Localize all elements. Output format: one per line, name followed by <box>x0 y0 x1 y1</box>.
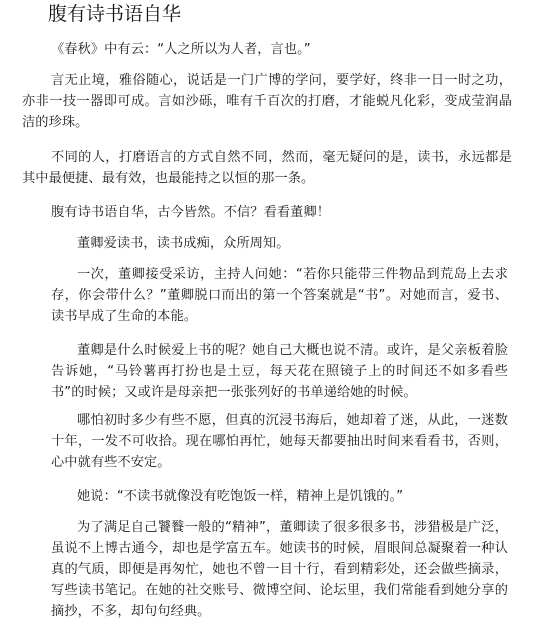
paragraph-3: 不同的人，打磨语言的方式自然不同，然而，毫无疑问的是，读书，永远都是其中最便捷、最有效，也最能持之以恒的那一条。 <box>22 150 512 186</box>
paragraph-7: 董卿是什么时候爱上书的呢？她自己大概也说不清。或许，是父亲板着脸告诉她，“马铃薯再打扮也是土豆，每天花在照镜子上的时间还不如多看些书”的时候；又或许是母亲把一张张列好的书单递给她的时候。 <box>51 343 508 400</box>
paragraph-2: 言无止境，雅俗随心，说话是一门广博的学问，要学好，终非一日一时之功，亦非一技一器即可成。言如沙砾，唯有千百次的打磨，才能蜕凡化彩，变成莹润晶洁的珍珠。 <box>22 73 512 130</box>
paragraph-8: 哪怕初时多少有些不愿，但真的沉浸书海后，她却着了迷，从此，一迷数十年，一发不可收拾。现在哪怕再忙，她每天都要抽出时间来看看书，否则，心中就有些不安定。 <box>51 413 508 470</box>
paragraph-5: 董卿爱读书，读书成痴，众所周知。 <box>77 236 290 251</box>
paragraph-1: 《春秋》中有云：“人之所以为人者，言也。” <box>51 42 311 57</box>
paragraph-10: 为了满足自己饕餮一般的“精神”，董卿读了很多很多书，涉猎极是广泛，虽说不上博古通今，却也是学富五车。她读书的时候，眉眼间总凝聚着一种认真的气质，即便是再匆忙，她也不曾一目十行，看到精彩处，还会做些摘录，写些读书笔记。在她的社交账号、微博空间、论坛里，我们常能看到她分享的摘抄，不多，却句句经典。 <box>51 520 508 619</box>
paragraph-9: 她说：“不读书就像没有吃饱饭一样，精神上是饥饿的。” <box>77 489 404 504</box>
paragraph-4: 腹有诗书语自华，古今皆然。不信？看看董卿！ <box>51 205 331 220</box>
paragraph-6: 一次，董卿接受采访，主持人问她：“若你只能带三件物品到荒岛上去求存，你会带什么？”董卿脱口而出的第一个答案就是“书”。对她而言，爱书、读书早成了生命的本能。 <box>51 267 508 324</box>
article-title: 腹有诗书语自华 <box>48 3 182 25</box>
